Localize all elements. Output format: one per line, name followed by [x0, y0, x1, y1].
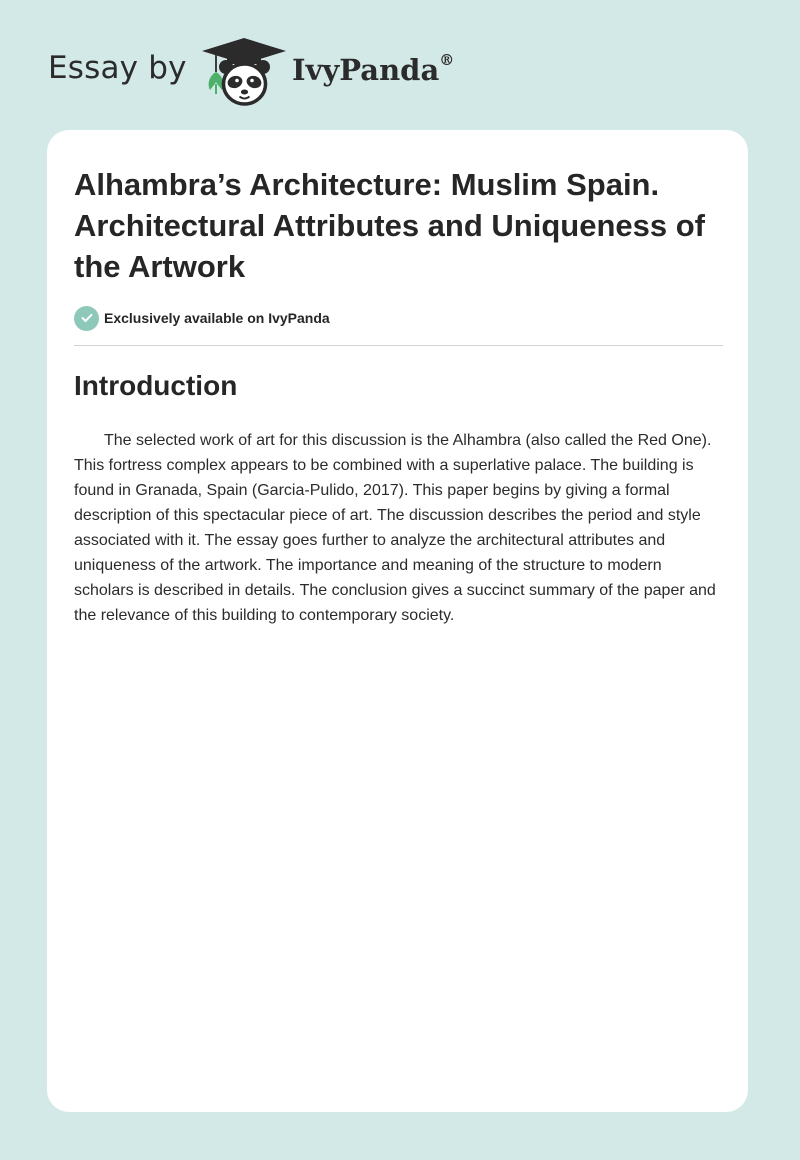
body-paragraph: The selected work of art for this discussion is the Alhambra (also called the Red One). This fortress complex appears to be combined with a superlative palace. The building is found in Granada, Spain (Garcia-Pulido, 2017). This paper begins by giving a formal description of this spectacular piece of art. The discussion describes the period and style associated with it. The essay goes further to analyze the architectural attributes and uniqueness of the artwork. The importance and meaning of the structure to modern scholars is described in details. The conclusion gives a succinct summary of the paper and the relevance of this building to contemporary society.: [74, 432, 716, 624]
section-heading: Introduction: [74, 370, 238, 401]
exclusive-badge: [74, 305, 330, 331]
divider: [74, 345, 723, 346]
brand-name[interactable]: [292, 53, 454, 87]
essay-title: Alhambra’s Architecture: Muslim Spain. Architectural Attributes and Uniqueness of the Artwork: [74, 167, 705, 284]
essay-card: [47, 130, 748, 1112]
essay-by-label: Essay by: [48, 50, 187, 86]
exclusive-label: Exclusively available on IvyPanda: [104, 310, 330, 326]
panda-graduate-icon[interactable]: [200, 34, 292, 112]
check-icon: [74, 306, 99, 331]
brand-label: IvyPanda: [292, 53, 440, 87]
site-header: [0, 0, 800, 130]
ivy-leaf-icon: [209, 72, 224, 94]
registered-mark: ®: [439, 51, 455, 70]
